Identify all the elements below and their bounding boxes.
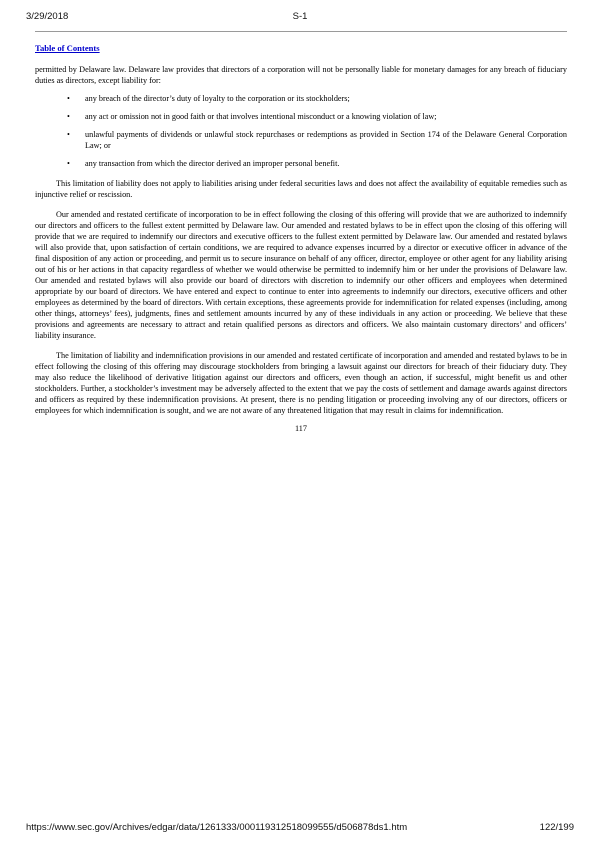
bullet-text: any breach of the director’s duty of loyalty to the corporation or its stockholders; [85, 94, 350, 103]
header-divider [35, 31, 567, 32]
list-item [35, 129, 567, 151]
bullet-text: any transaction from which the director derived an improper personal benefit. [85, 159, 340, 168]
print-header [26, 11, 574, 22]
list-item [35, 111, 567, 122]
list-item [35, 93, 567, 104]
document-body [35, 64, 567, 434]
paragraph-limitation: This limitation of liability does not apply to liabilities arising under federal securities laws and does not affect the availability of equitable remedies such as injunctive relief or rescission. [35, 179, 567, 199]
paragraph-indemnification: Our amended and restated certificate of incorporation to be in effect following the closing of this offering will provide that we are authorized to indemnify our directors and officers to the fullest extent permitted by Delaware law. Our amended and restated bylaws to be in effect upon the closing of this offering will provide that we are required to indemnify our directors and executive officers to the fullest extent permitted by Delaware law. Our amended and restated bylaws will also provide that, upon satisfaction of certain conditions, we are required to advance expenses incurred by a director or executive officer in advance of the final disposition of any action or proceeding, and permit us to secure insurance on behalf of any officer, director, employee or other agent for any liability arising out of his or her actions in that capacity regardless of whether we would otherwise be permitted to indemnify him or her under the provisions of Delaware law. Our amended and restated bylaws will also provide our board of directors with discretion to indemnify our other officers and employees when determined appropriate by our board of directors. We have entered and expect to continue to enter into agreements to indemnify our directors, executive officers and other employees as determined by the board of directors. With certain exceptions, these agreements provide for indemnification for related expenses (including, among other things, attorneys’ fees), judgments, fines and settlement amounts incurred by any of these individuals in any action or proceeding. We believe that these provisions and agreements are necessary to attract and retain qualified persons as directors and officers. We also maintain customary directors’ and officers’ liability insurance. [35, 210, 567, 340]
footer-page-indicator: 122/199 [539, 822, 574, 833]
paragraph-intro: permitted by Delaware law. Delaware law provides that directors of a corporation will not be personally liable for monetary damages for any breach of fiduciary duties as directors, except liability for: [35, 65, 567, 85]
bullet-list [35, 93, 567, 169]
print-footer [26, 822, 574, 833]
list-item [35, 158, 567, 169]
page-number: 117 [295, 424, 307, 433]
bullet-text: any act or omission not in good faith or that involves intentional misconduct or a knowing violation of law; [85, 112, 437, 121]
bullet-icon: • [67, 112, 70, 121]
footer-url: https://www.sec.gov/Archives/edgar/data/1261333/000119312518099555/d506878ds1.htm [26, 822, 408, 833]
table-of-contents-link[interactable]: Table of Contents [35, 43, 100, 53]
bullet-icon: • [67, 94, 70, 103]
bullet-icon: • [67, 130, 70, 139]
bullet-text: unlawful payments of dividends or unlawful stock repurchases or redemptions as provided in Section 174 of the Delaware General Corporation Law; or [85, 130, 567, 150]
paragraph-discourage: The limitation of liability and indemnification provisions in our amended and restated certificate of incorporation and amended and restated bylaws to be in effect following the closing of this offering may discourage stockholders from bringing a lawsuit against our directors for breach of their fiduciary duty. They may also reduce the likelihood of derivative litigation against our directors and officers, even though an action, if successful, might benefit us and other stockholders. Further, a stockholder’s investment may be adversely affected to the extent that we pay the costs of settlement and damage awards against directors and officers as required by these indemnification provisions. At present, there is no pending litigation or proceeding involving any of our directors, officers or employees for which indemnification is sought, and we are not aware of any threatened litigation that may result in claims for indemnification. [35, 351, 567, 415]
header-date: 3/29/2018 [26, 11, 69, 22]
bullet-icon: • [67, 159, 70, 168]
header-doc-type: S-1 [292, 11, 308, 22]
